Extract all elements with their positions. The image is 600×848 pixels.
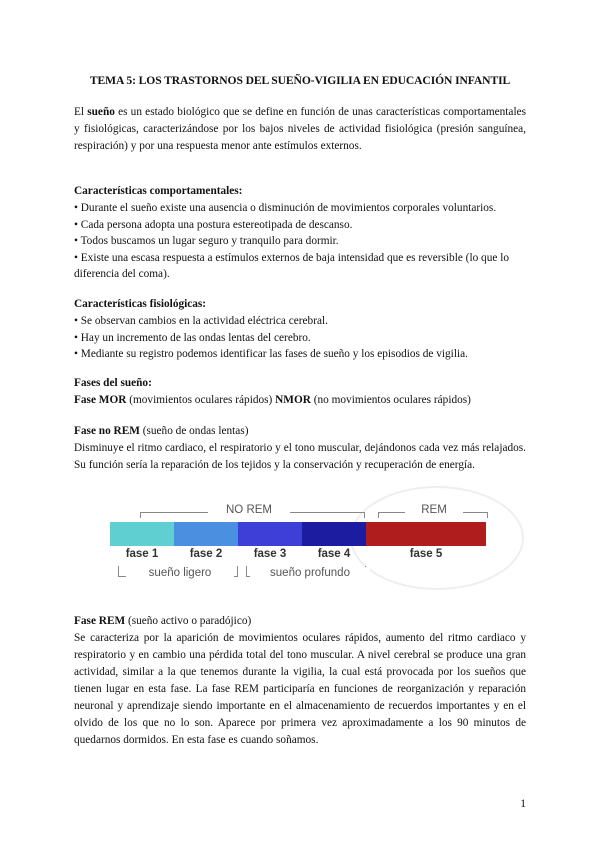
non-rem-paragraph: Disminuye el ritmo cardiaco, el respiratorio y el tono muscular, dejándonos cada vez más relajados. Su función sería la reparación de los tejidos y la conservación y recuperación de energía. <box>74 442 526 471</box>
page-title: TEMA 5: LOS TRASTORNOS DEL SUEÑO-VIGILIA EN EDUCACIÓN INFANTIL <box>89 74 511 87</box>
phase-1-bar <box>110 522 174 546</box>
rem-bracket-right <box>487 512 488 518</box>
rem-label: REM <box>405 504 463 516</box>
physiological-heading <box>74 296 206 313</box>
light-sleep-label: sueño ligero <box>126 567 234 579</box>
deep-sleep-label: sueño profundo <box>250 567 370 579</box>
phases-heading <box>74 375 152 392</box>
rem-subtitle: (sueño activo o paradójico) <box>125 615 252 627</box>
phase-3-label: fase 3 <box>253 548 287 560</box>
phase-4-bar <box>302 522 366 546</box>
behavioral-heading <box>74 183 242 200</box>
sleep-phases-diagram <box>100 492 520 592</box>
rem-paragraph: Se caracteriza por la aparición de movimientos oculares rápidos, aumento del ritmo cardiaco y respiratorio y en cambio una pérdida total del tono muscular. A nivel cerebral se produce una gran actividad, similar a la que tenemos durante la vigilia, la cual está provocada por los sueños que tienen lugar en esta fase. La fase REM participaría en funciones de reorganización y reparación neuronal y aprendizaje siendo importante en el almacenamiento de recuerdos importantes y en el olvido de los que no lo son. Aparece por primera vez aproximadamente a los 90 minutos de quedarnos dormidos. En esta fase es cuando soñamos. <box>74 632 526 746</box>
phase-5-bar <box>366 522 486 546</box>
phase-3-bar <box>238 522 302 546</box>
behavioral-item-3: • Todos buscamos un lugar seguro y tranquilo para dormir. <box>74 235 339 247</box>
phase-2-bar <box>174 522 238 546</box>
no-rem-bracket-right <box>364 512 365 518</box>
light-bracket-right <box>237 566 238 576</box>
no-rem-bracket-left <box>140 512 141 518</box>
mor-term: Fase MOR <box>74 394 127 406</box>
intro-prefix: El <box>74 106 88 118</box>
no-rem-label: NO REM <box>208 504 290 516</box>
deep-bracket-left <box>246 566 247 576</box>
physiological-heading-text: Características fisiológicas: <box>74 298 207 310</box>
non-rem-heading <box>74 423 248 440</box>
nmor-desc: (no movimientos oculares rápidos) <box>310 394 471 406</box>
rem-term: Fase REM <box>74 615 126 627</box>
rem-bracket-left <box>378 512 379 518</box>
physiological-item-1: • Se observan cambios en la actividad eléctrica cerebral. <box>74 315 328 327</box>
behavioral-item-1: • Durante el sueño existe una ausencia o disminución de movimientos corporales voluntarios. <box>74 202 497 214</box>
phase-1-label: fase 1 <box>125 548 159 560</box>
behavioral-item-4: • Existe una escasa respuesta a estímulos externos de baja intensidad que es reversible (lo que lo diferencia del coma). <box>74 251 509 280</box>
phases-heading-text: Fases del sueño: <box>74 377 152 389</box>
physiological-item-3: • Mediante su registro podemos identificar las fases de sueño y los episodios de vigilia. <box>74 348 468 360</box>
intro-text: es un estado biológico que se define en función de unas características comportamentales y fisiológicas, caracterizándose por los bajos niveles de actividad fisiológica (presión sanguínea, respiración) y por una respuesta menor ante estímulos externos. <box>74 106 526 152</box>
phase-5-label: fase 5 <box>409 548 443 560</box>
behavioral-item-2: • Cada persona adopta una postura estereotipada de descanso. <box>74 218 353 231</box>
physiological-list <box>74 313 526 363</box>
physiological-item-2: • Hay un incremento de las ondas lentas del cerebro. <box>74 331 311 344</box>
intro-term: sueño <box>87 106 115 118</box>
page-number: 1 <box>520 798 526 810</box>
mor-desc: (movimientos oculares rápidos) <box>126 394 276 406</box>
phase-4-label: fase 4 <box>317 548 351 560</box>
behavioral-heading-text: Características comportamentales: <box>74 185 243 197</box>
nmor-term: NMOR <box>275 394 311 406</box>
phases-definition <box>74 392 471 409</box>
intro-paragraph <box>74 104 526 155</box>
light-bracket-left <box>118 566 119 576</box>
non-rem-term: Fase no REM <box>74 425 140 437</box>
phase-2-label: fase 2 <box>189 548 223 560</box>
non-rem-subtitle: (sueño de ondas lentas) <box>139 425 249 437</box>
rem-heading <box>74 613 251 630</box>
behavioral-list <box>74 200 526 283</box>
